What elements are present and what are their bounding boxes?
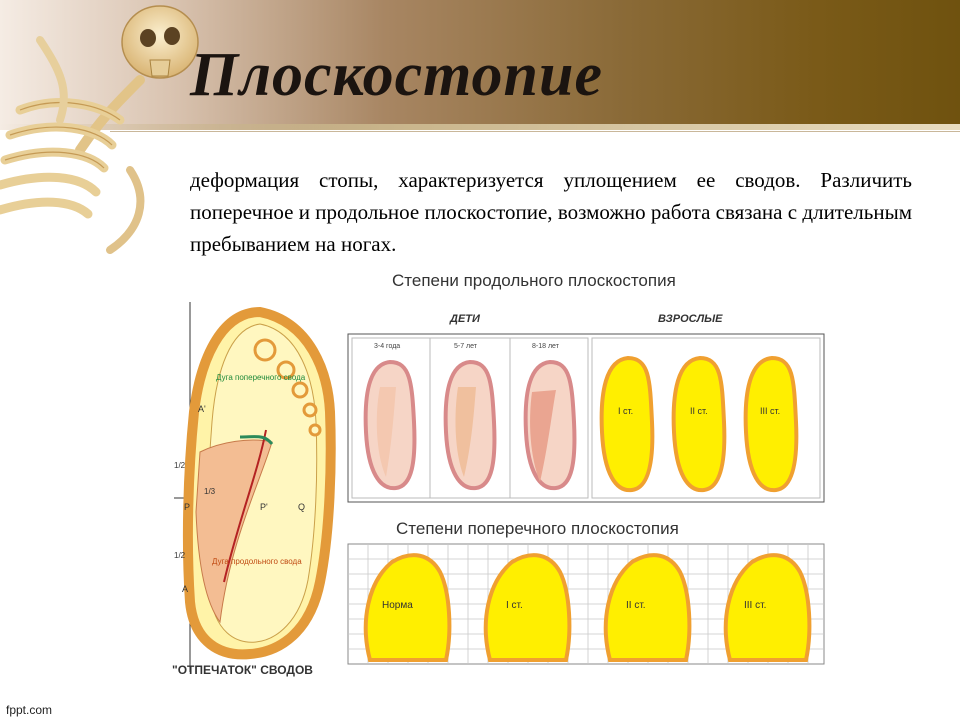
point-label-p: P (184, 502, 191, 512)
transverse-grid (348, 544, 824, 664)
longitudinal-arch-label: Дуга продольного свода (212, 557, 302, 566)
header-divider (110, 131, 960, 132)
point-label-a-prime: A' (198, 404, 206, 414)
skeleton-illustration (0, 0, 220, 300)
half-mark-top: 1/2 (174, 461, 186, 470)
age-1: 3-4 года (374, 343, 401, 350)
adult-degree-1: I ст. (618, 406, 634, 416)
age-3: 8-18 лет (532, 343, 559, 350)
footer-logo: fppt.com (6, 703, 53, 717)
transverse-label-3: III ст. (744, 600, 767, 611)
longitudinal-title: Степени продольного плоскостопия (392, 271, 676, 290)
adult-degree-3: III ст. (760, 406, 781, 416)
adult-degree-2: II ст. (690, 406, 708, 416)
slide-body-text: деформация стопы, характеризуется уплощением ее сводов. Различить поперечное и продольное плоскостопие, возможно работа связана с длительным пребыванием на ногах. (190, 168, 912, 256)
transverse-title: Степени поперечного плоскостопия (396, 519, 679, 538)
point-label-a: A (182, 584, 189, 594)
slide-title: Плоскостопие (190, 41, 604, 109)
third-mark: 1/3 (204, 487, 216, 496)
children-prints (352, 338, 588, 498)
adult-prints (592, 338, 820, 498)
half-mark-bottom: 1/2 (174, 551, 186, 560)
children-heading: ДЕТИ (450, 313, 480, 325)
large-footprint (172, 302, 331, 677)
transverse-label-2: II ст. (626, 600, 646, 611)
point-label-q: Q (298, 502, 306, 512)
point-label-p-prime: P' (260, 502, 268, 512)
adults-heading: ВЗРОСЛЫЕ (658, 313, 723, 325)
transverse-label-norm: Норма (382, 600, 413, 611)
print-caption: "ОТПЕЧАТОК" СВОДОВ (172, 663, 313, 677)
flatfoot-diagram (160, 262, 830, 680)
transverse-arch-label: Дуга поперечного свода (216, 373, 306, 382)
transverse-label-1: I ст. (506, 600, 523, 611)
age-2: 5-7 лет (454, 343, 478, 350)
